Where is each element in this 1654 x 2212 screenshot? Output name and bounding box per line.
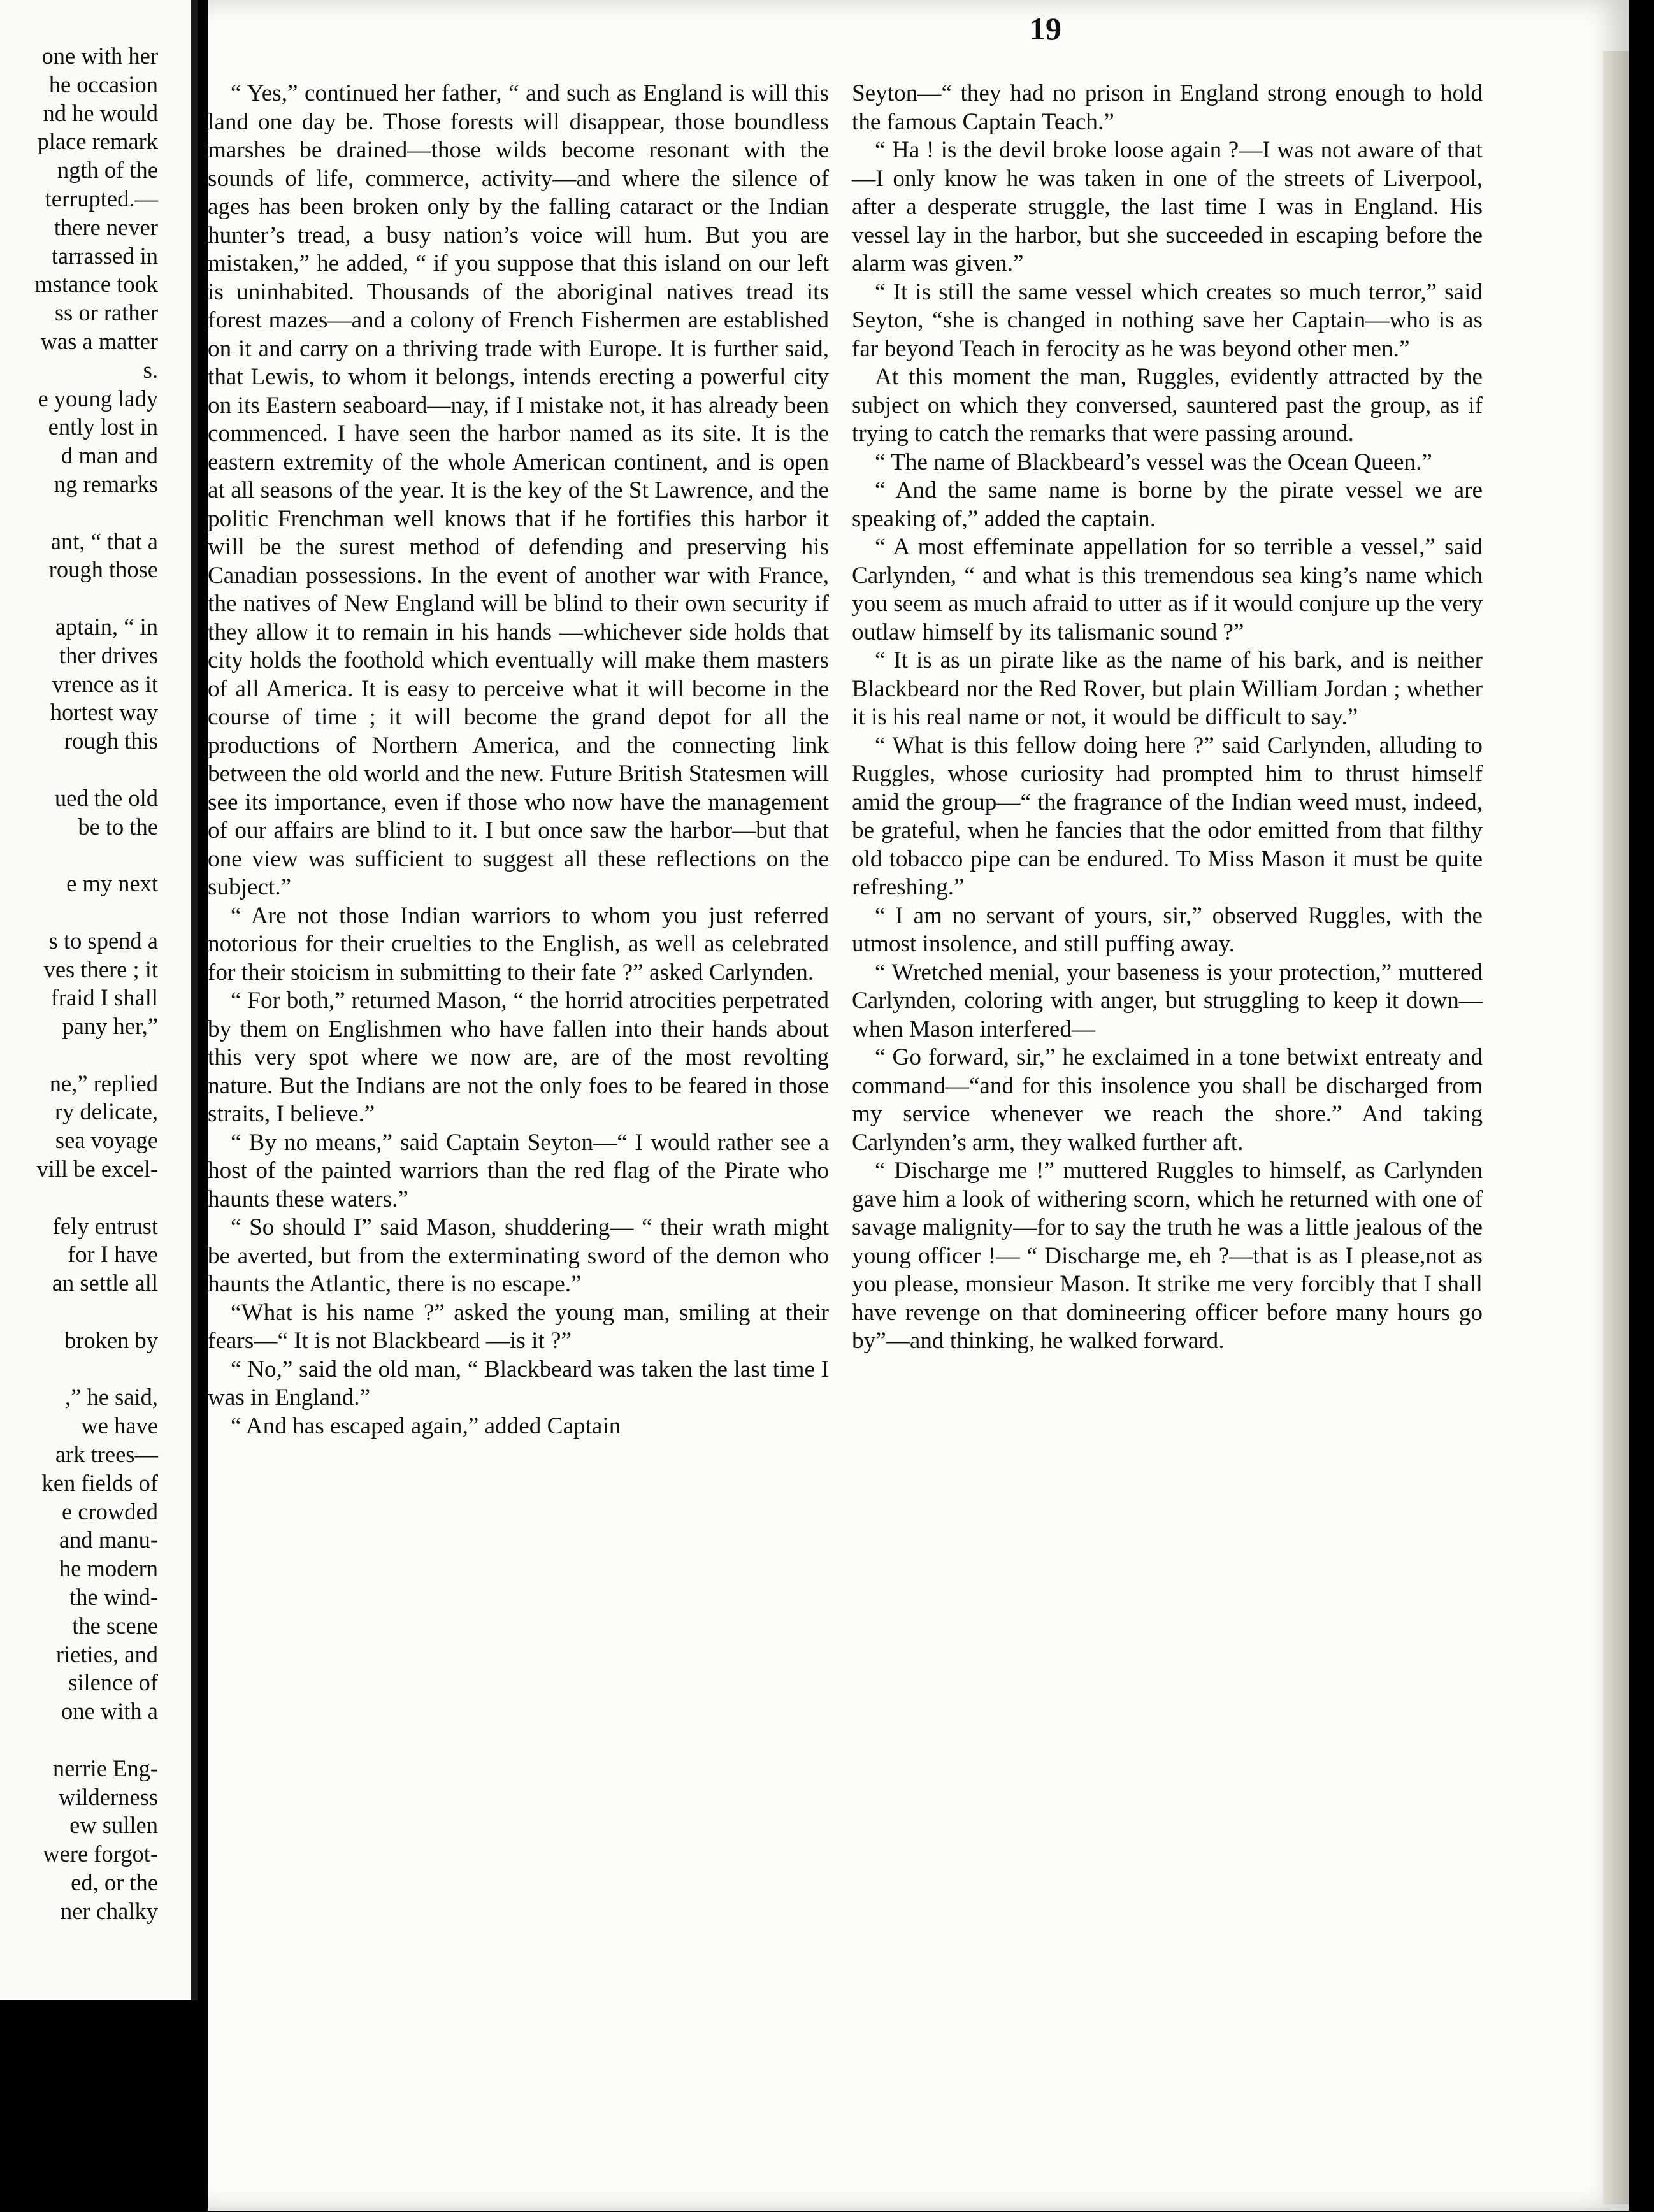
fragment-line: hortest way (50, 699, 158, 726)
paragraph: “ It is still the same vessel which creates so much terror,” said Seyton, “she is changed in nothing save her Captain—who is as far beyond Teach in ferocity as he was beyond other men.” (852, 278, 1483, 362)
paragraph: At this moment the man, Ruggles, evidently attracted by the subject on which they conversed, sauntered past the group, as if trying to catch the remarks that were passing around. (852, 364, 1483, 447)
fragment-line: rieties, and (55, 1641, 158, 1667)
fragment-line: ss or rather (54, 299, 158, 326)
fragment-line: he occasion (48, 71, 158, 97)
fragment-line: fely entrust (52, 1212, 158, 1239)
fragment-line: an settle all (52, 1270, 158, 1296)
fragment-line: s. (143, 356, 158, 383)
fragment-line: e crowded (62, 1498, 158, 1525)
paragraph: “ The name of Blackbeard’s vessel was the Ocean Queen.” (875, 449, 1432, 475)
fragment-line: one with her (41, 43, 158, 69)
fragment-line: were forgot- (43, 1841, 158, 1867)
fragment-line: mstance took (34, 271, 158, 298)
fragment-line: ark trees— (55, 1441, 158, 1468)
paragraph: “ Wretched menial, your baseness is your protection,” muttered Carlynden, coloring with anger, but struggling to keep it down— when Mason interfered— (852, 959, 1483, 1042)
fragment-line: ew sullen (69, 1812, 158, 1839)
paragraph: “ And has escaped again,” added Captain (231, 1412, 621, 1439)
fragment-line (0, 898, 158, 927)
fragment-line: tarrassed in (51, 242, 158, 269)
fragment-line: ant, “ that a (50, 528, 158, 554)
fragment-line (0, 584, 158, 613)
paragraph: “ I am no servant of yours, sir,” observed Ruggles, with the utmost insolence, and still puffing away. (852, 902, 1483, 957)
fragment-line: was a matter (40, 327, 158, 354)
fragment-line (0, 1041, 158, 1070)
fragment-line: ves there ; it (43, 956, 158, 982)
paragraph: “ Ha ! is the devil broke loose again ?—I was not aware of that—I only know he was taken in one of the streets of Liverpool, after a desperate struggle, the last time I was in England. His vessel lay in the harbor, but she succeeded in escaping before the alarm was given.” (852, 137, 1483, 276)
fragment-line (0, 499, 158, 528)
fragment-line: rough this (64, 728, 158, 754)
fragment-line: wilderness (58, 1783, 158, 1810)
fragment-line: d man and (61, 442, 158, 469)
fragment-line: ne,” replied (49, 1070, 158, 1096)
continued-paragraph: Seyton—“ they had no prison in England strong enough to hold the famous Captain Teach.” (852, 80, 1483, 135)
previous-page-column (0, 42, 158, 1926)
paragraph: “ No,” said the old man, “ Blackbeard was taken the last time I was in England.” (208, 1356, 829, 1411)
paragraph: “ By no means,” said Captain Seyton—“ I would rather see a host of the painted warriors than the red flag of the Pirate who haunts these waters.” (208, 1129, 829, 1212)
right-column (852, 80, 1483, 1356)
fragment-line: one with a (61, 1698, 158, 1725)
fragment-line: ner chalky (60, 1897, 158, 1924)
paragraph: “ Discharge me !” muttered Ruggles to himself, as Carlynden gave him a look of withering scorn, which he returned with one of savage malignity—for to say the truth he was a little jealous of the young officer !— “ Discharge me, eh ?—that is as I please,not as you please, monsieur Mason. It strike me very forcibly that I shall have revenge on that domineering officer before many hours go by”—and thinking, he walked forward. (852, 1158, 1483, 1354)
fragment-line: ently lost in (48, 413, 158, 440)
paragraph: “ Go forward, sir,” he exclaimed in a tone betwixt entreaty and command—“and for this insolence you shall be discharged from my service whenever we reach the shore.” And taking Carlynden’s arm, they walked further aft. (852, 1044, 1483, 1156)
paragraph: “ For both,” returned Mason, “ the horrid atrocities perpetrated by them on Englishmen who have fallen into their hands about this very spot where we now are, are of the most revolting nature. But the Indians are not the only foes to be feared in those straits, I believe.” (208, 988, 829, 1127)
fragment-line: terrupted.— (45, 185, 158, 212)
fragment-line: s to spend a (48, 927, 158, 954)
page-number: 19 (1030, 11, 1061, 47)
fragment-line: ed, or the (71, 1869, 158, 1895)
fragment-line: ,” he said, (65, 1384, 158, 1411)
fragment-line: pany her,” (62, 1013, 158, 1040)
fragment-line: ued the old (54, 784, 158, 811)
fragment-line: place remark (37, 128, 158, 155)
fragment-line: ther drives (59, 642, 158, 668)
fragment-line: e my next (66, 870, 158, 897)
fragment-line: silence of (68, 1669, 158, 1696)
fragment-line: e young lady (38, 385, 158, 412)
previous-page-fragment (0, 0, 198, 2000)
fragment-line (0, 1298, 158, 1326)
fragment-line: nerrie Eng- (52, 1755, 158, 1781)
fragment-line (0, 841, 158, 870)
fragment-line: he modern (59, 1555, 158, 1582)
left-column (208, 80, 829, 1440)
paragraph: “ So should I” said Mason, shuddering— “ their wrath might be averted, but from the exterminating sword of the demon who haunts the Atlantic, there is no escape.” (208, 1214, 829, 1297)
fragment-line: vrence as it (52, 670, 158, 697)
fragment-line: and manu- (59, 1526, 158, 1553)
fragment-line: aptain, “ in (55, 613, 158, 640)
page-edge (1603, 51, 1629, 2204)
fragment-line: be to the (78, 813, 158, 840)
fragment-line: broken by (64, 1326, 158, 1353)
paragraph: “ It is as un pirate like as the name of his bark, and is neither Blackbeard nor the Red Rover, but plain William Jordan ; whether it is his real name or not, it would be difficult to say.” (852, 647, 1483, 730)
newspaper-page (208, 0, 1629, 2211)
fragment-line: we have (81, 1412, 158, 1439)
fragment-line: sea voyage (55, 1127, 158, 1154)
fragment-line: ken fields of (41, 1469, 158, 1496)
fragment-line (0, 1184, 158, 1212)
paragraph: “ And the same name is borne by the pirate vessel we are speaking of,” added the captain. (852, 477, 1483, 532)
fragment-line: ng remarks (54, 470, 158, 497)
fragment-line: ngth of the (57, 157, 158, 183)
fragment-line: vill be excel- (36, 1156, 158, 1182)
fragment-line: there never (54, 213, 158, 240)
fragment-line (0, 1355, 158, 1384)
paragraph: “What is his name ?” asked the young man, smiling at their fears—“ It is not Blackbeard —is it ?” (208, 1299, 829, 1354)
fragment-line (0, 1726, 158, 1755)
fragment-line (0, 756, 158, 784)
fragment-line: ry delicate, (54, 1098, 158, 1125)
fragment-line: rough those (48, 556, 158, 583)
fragment-line: nd he would (43, 99, 158, 126)
fragment-line: the wind- (69, 1584, 158, 1611)
paragraph: “ What is this fellow doing here ?” said Carlynden, alluding to Ruggles, whose curiosity had prompted him to thrust himself amid the group—“ the fragrance of the Indian weed must, indeed, be grateful, when he fancies that the odor emitted from that filthy old tobacco pipe can be endured. To Miss Mason it must be quite refreshing.” (852, 732, 1483, 900)
fragment-line: for I have (68, 1241, 158, 1268)
paragraph: “ A most effeminate appellation for so terrible a vessel,” said Carlynden, “ and what is this tremendous sea king’s name which you seem as much afraid to utter as if it would conjure up the very outlaw himself by its talismanic sound ?” (852, 534, 1483, 645)
paragraph: “ Yes,” continued her father, “ and such as England is will this land one day be. Those forests will disappear, those boundless marshes be drained—those wilds become resonant with the sounds of life, commerce, activity—and where the silence of ages has been broken only by the falling cataract or the Indian hunter’s tread, a busy nation’s voice will hum. But you are mistaken,” he added, “ if you suppose that this island on our left is uninhabited. Thousands of the aboriginal natives tread its forest mazes—and a colony of French Fishermen are established on it and carry on a thriving trade with Europe. It is further said, that Lewis, to whom it belongs, intends erecting a powerful city on its Eastern seaboard—nay, if I mistake not, it has already been commenced. I have seen the harbor named as its site. It is the eastern extremity of the whole American continent, and is open at all seasons of the year. It is the key of the St Lawrence, and the politic Frenchman well knows that if he fortifies this harbor it will be the surest method of defending and preserving his Canadian possessions. In the event of another war with France, the natives of New England will be blind to their own security if they allow it to remain in his hands —whichever side holds that city holds the foothold which eventually will make them masters of all America. It is easy to perceive what it will become in the course of time ; it will become the grand depot for all the productions of Northern America, and the connecting link between the old world and the new. Future British Statesmen will see its importance, even if those who now have the management of our affairs are blind to it. I but once saw the harbor—but that one view was sufficient to suggest all these reflections on the subject.” (208, 80, 829, 900)
paragraph: “ Are not those Indian warriors to whom you just referred notorious for their cruelties to the English, as well as celebrated for their stoicism in submitting to their fate ?” asked Carlynden. (208, 902, 829, 986)
fragment-line: fraid I shall (50, 984, 158, 1011)
fragment-line: the scene (72, 1612, 158, 1639)
